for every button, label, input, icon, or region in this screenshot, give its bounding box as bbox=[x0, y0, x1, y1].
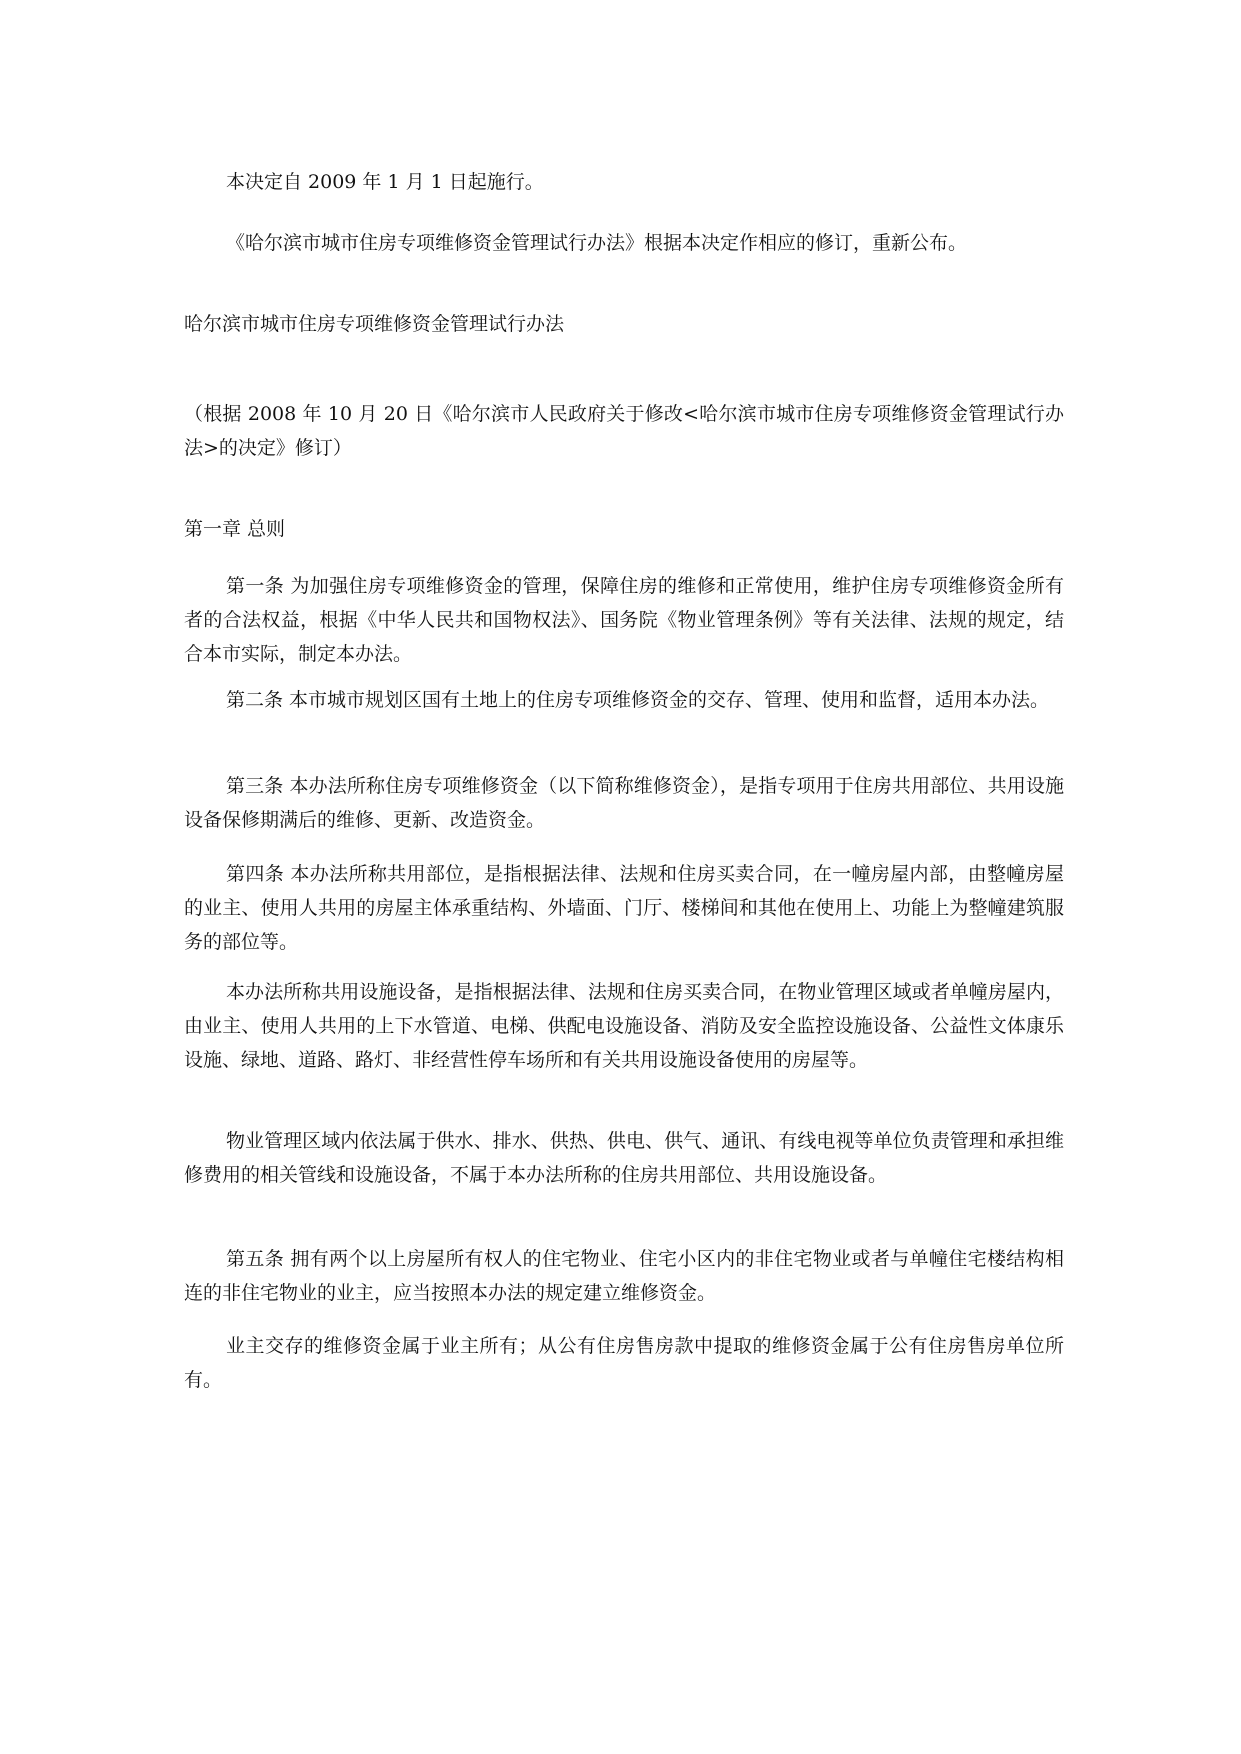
article-2: 第二条 本市城市规划区国有土地上的住房专项维修资金的交存、管理、使用和监督，适用本办法。 bbox=[226, 689, 1050, 711]
paragraph-effective-date: 本决定自 2009 年 1 月 1 日起施行。 bbox=[226, 171, 544, 193]
article-4: 第四条 本办法所称共用部位，是指根据法律、法规和住房买卖合同，在一幢房屋内部，由整幢房屋的业主、使用人共用的房屋主体承重结构、外墙面、门厅、楼梯间和其他在使用上、功能上为整幢建筑服务的部位等。 bbox=[184, 863, 1064, 953]
article-5: 第五条 拥有两个以上房屋所有权人的住宅物业、住宅小区内的非住宅物业或者与单幢住宅楼结构相连的非住宅物业的业主，应当按照本办法的规定建立维修资金。 bbox=[184, 1248, 1064, 1304]
document-title: 哈尔滨市城市住房专项维修资金管理试行办法 bbox=[184, 313, 565, 335]
revision-note: （根据 2008 年 10 月 20 日《哈尔滨市人民政府关于修改<哈尔滨市城市住房专项维修资金管理试行办法>的决定》修订） bbox=[184, 403, 1064, 459]
article-4-paragraph-3: 物业管理区域内依法属于供水、排水、供热、供电、供气、通讯、有线电视等单位负责管理和承担维修费用的相关管线和设施设备，不属于本办法所称的住房共用部位、共用设施设备。 bbox=[184, 1130, 1064, 1186]
chapter-heading: 第一章 总则 bbox=[184, 518, 286, 540]
article-4-paragraph-2: 本办法所称共用设施设备，是指根据法律、法规和住房买卖合同，在物业管理区域或者单幢房屋内，由业主、使用人共用的上下水管道、电梯、供配电设施设备、消防及安全监控设施设备、公益性文体康乐设施、绿地、道路、路灯、非经营性停车场所和有关共用设施设备使用的房屋等。 bbox=[184, 981, 1064, 1071]
paragraph-revision-notice: 《哈尔滨市城市住房专项维修资金管理试行办法》根据本决定作相应的修订，重新公布。 bbox=[226, 232, 968, 254]
article-3: 第三条 本办法所称住房专项维修资金（以下简称维修资金），是指专项用于住房共用部位、共用设施设备保修期满后的维修、更新、改造资金。 bbox=[184, 775, 1064, 831]
article-5-paragraph-2: 业主交存的维修资金属于业主所有；从公有住房售房款中提取的维修资金属于公有住房售房单位所有。 bbox=[184, 1335, 1064, 1391]
article-1: 第一条 为加强住房专项维修资金的管理，保障住房的维修和正常使用，维护住房专项维修资金所有者的合法权益，根据《中华人民共和国物权法》、国务院《物业管理条例》等有关法律、法规的规定，结合本市实际，制定本办法。 bbox=[184, 575, 1064, 665]
